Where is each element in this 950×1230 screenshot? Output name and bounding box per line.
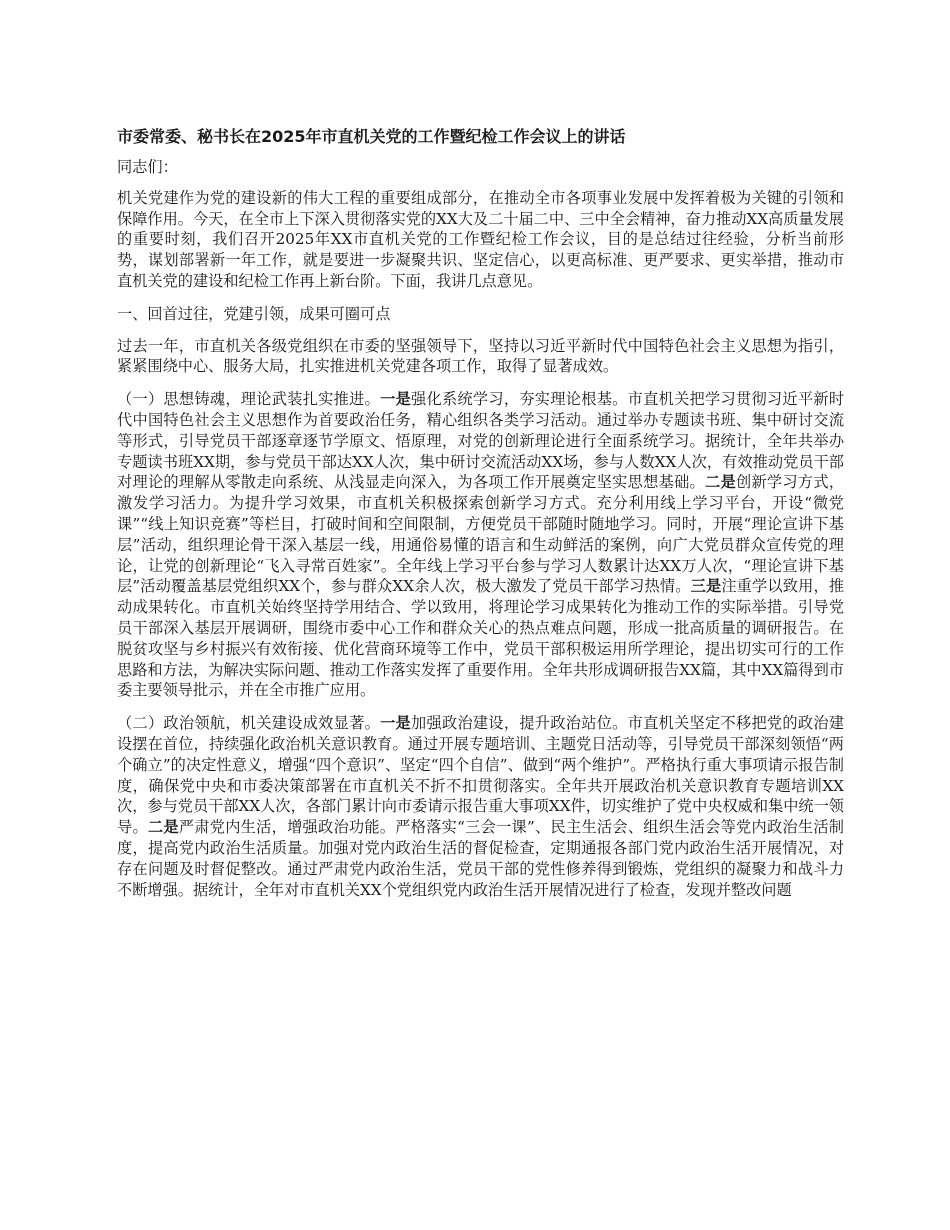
part-1-text-3: 注重学以致用，推动成果转化。市直机关始终坚持学用结合、学以致用，将理论学习成果转化为推动工作的实际举措。引导党员干部深入基层开展调研，围绕市委中心工作和群众关心的热点难点问题，形成一批高质量的调研报告。在脱贫攻坚与乡村振兴有效衔接、优化营商环境等工作中，党员干部积极运用所学理论，提出切实可行的工作思路和方法，为解决实际问题、推动工作落实发挥了重要作用。全年共形成调研报告XX篇，其中XX篇得到市委主要领导批示，并在全市推广应用。 (117, 577, 845, 700)
part-1-marker-2: 二是 (705, 473, 736, 492)
section-1-intro-paragraph: 过去一年，市直机关各级党组织在市委的坚强领导下，坚持以习近平新时代中国特色社会主义思想为指引，紧紧围绕中心、服务大局，扎实推进机关党建各项工作，取得了显著成效。 (117, 336, 844, 376)
part-1-marker-3: 三是 (690, 577, 722, 596)
intro-paragraph: 机关党建作为党的建设新的伟大工程的重要组成部分，在推动全市各项事业发展中发挥着极为关键的引领和保障作用。今天，在全市上下深入贯彻落实党的XX大及二十届二中、三中全会精神，奋力推动XX高质量发展的重要时刻，我们召开2025年XX市直机关党的工作暨纪检工作会议，目的是总结过往经验，分析当前形势，谋划部署新一年工作，就是要进一步凝聚共识、坚定信心，以更高标准、更严要求、更实举措，推动市直机关党的建设和纪检工作再上新台阶。下面，我讲几点意见。 (117, 188, 844, 290)
part-1-text-1: 强化系统学习，夯实理论根基。市直机关把学习贯彻习近平新时代中国特色社会主义思想作为首要政治任务，精心组织各类学习活动。通过举办专题读书班、集中研讨交流等形式，引导党员干部逐章逐节学原文、悟原理，对党的创新理论进行全面系统学习。据统计，全年共举办专题读书班XX期，参与党员干部达XX人次，集中研讨交流活动XX场，参与人数XX人次，有效推动党员干部对理论的理解从零散走向系统、从浅显走向深入，为各项工作开展奠定坚实思想基础。 (117, 390, 845, 492)
part-2-text-1: 加强政治建设，提升政治站位。市直机关坚定不移把党的政治建设摆在首位，持续强化政治机关意识教育。通过开展专题培训、主题党日活动等，引导党员干部深刻领悟“两个确立”的决定性意义，增强“四个意识”、坚定“四个自信”、做到“两个维护”。严格执行重大事项请示报告制度，确保党中央和市委决策部署在市直机关不折不扣贯彻落实。全年共开展政治机关意识教育专题培训XX次，参与党员干部XX人次，各部门累计向市委请示报告重大事项XX件，切实维护了党中央权威和集中统一领导。 (117, 714, 845, 837)
document-title: 市委常委、秘书长在2025年市直机关党的工作暨纪检工作会议上的讲话 (117, 127, 626, 146)
part-1-text-2: 创新学习方式，激发学习活力。为提升学习效果，市直机关积极探索创新学习方式。充分利用线上学习平台，开设“微党课”“线上知识竞赛”等栏目，打破时间和空间限制，方便党员干部随时随地学习。同时，开展“理论宣讲下基层”活动，组织理论骨干深入基层一线，用通俗易懂的语言和生动鲜活的案例，向广大党员群众宣传党的理论，让党的创新理论“飞入寻常百姓家”。全年线上学习平台参与学习人数累计达XX万人次，“理论宣讲下基层”活动覆盖基层党组织XX个，参与群众XX余人次，极大激发了党员干部学习热情。 (117, 473, 845, 596)
part-1-marker-1: 一是 (380, 390, 412, 409)
part-2-marker-1: 一是 (380, 714, 412, 733)
part-2-lead: （二）政治领航，机关建设成效显著。 (117, 714, 381, 733)
part-2-paragraph (117, 713, 844, 900)
part-2-text-2: 严肃党内生活，增强政治功能。严格落实“三会一课”、民主生活会、组织生活会等党内政治生活制度，提高党内政治生活质量。加强对党内政治生活的督促检查，定期通报各部门党内政治生活开展情况，对存在问题及时督促整改。通过严肃党内政治生活，党员干部的党性修养得到锻炼，党组织的凝聚力和战斗力不断增强。据统计，全年对市直机关XX个党组织党内政治生活开展情况进行了检查，发现并整改问题 (117, 818, 844, 899)
section-1-heading: 一、回首过往，党建引领，成果可圈可点 (117, 304, 391, 323)
part-1-lead: （一）思想铸魂，理论武装扎实推进。 (117, 390, 381, 409)
part-1-paragraph (117, 389, 844, 701)
salutation: 同志们： (117, 158, 178, 176)
part-2-marker-2: 二是 (147, 818, 179, 837)
